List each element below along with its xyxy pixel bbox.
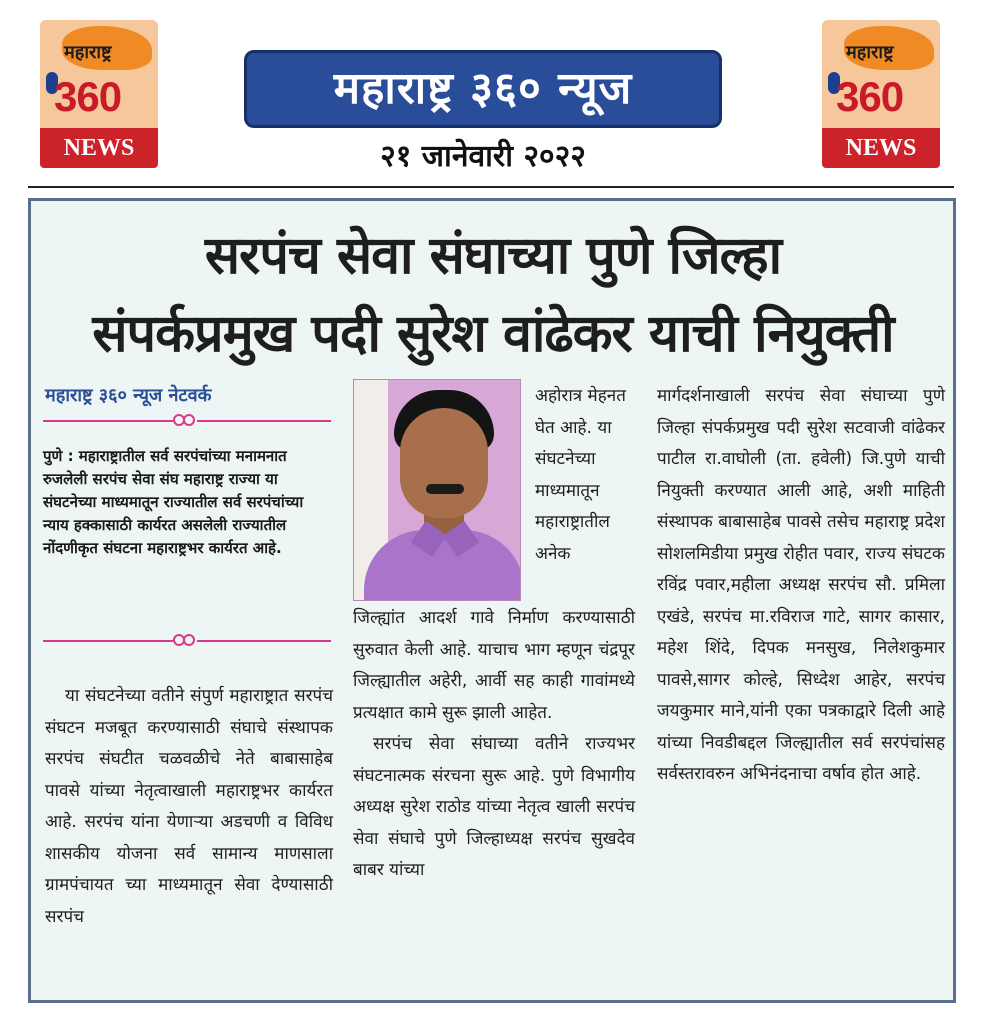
portrait-photo [353, 379, 521, 601]
column-2-paragraph-2: सरपंच सेवा संघाच्या वतीने राज्यभर संघटनात्मक संरचना सुरू आहे. पुणे विभागीय अध्यक्ष सुरेश राठोड यांच्या नेतृत्व खाली सरपंच सेवा संघाचे पुणे जिल्हाध्यक्ष सरपंच सुखदेव बाबर यांच्या [353, 734, 635, 880]
ornament-divider [43, 633, 331, 649]
headline [51, 217, 935, 373]
brand-title: महाराष्ट्र ३६० न्यूज [244, 50, 722, 128]
column-3-paragraph: मार्गदर्शनाखाली सरपंच सेवा संघाच्या पुणे जिल्हा संपर्कप्रमुख पदी सुरेश सटवाजी वांढेकर पाटील रा.वाघोली (ता. हवेली) जि.पुणे याची नियुक्ती करण्यात आली आहे, अशी माहिती संस्थापक बाबासाहेब पावसे तसेच महाराष्ट्र प्रदेश सोशलमिडीया प्रमुख रोहीत पवार, राज्य संघटक रविंद्र पवार,महीला अध्यक्ष सरपंच सौ. प्रमिला एखंडे, सरपंच मा.रविराज गाटे, सागर कासार, महेश शिंदे, दिपक मनसुख, निलेशकुमार पावसे,सागर कोल्हे, सिध्देश आहेर, सरपंच जयकुमार माने,यांनी एका पत्रकाद्वारे दिली आहे यांच्या निवडीबद्दल जिल्ह्यातील सर्व सरपंचांसह सर्वस्तरावरुन अभिनंदनाचा वर्षाव होत आहे. [657, 386, 945, 784]
masthead-divider [28, 186, 954, 188]
byline: महाराष्ट्र ३६० न्यूज नेटवर्क [45, 385, 212, 406]
headline-line-2: संपर्कप्रमुख पदी सुरेश वांढेकर याची नियुक्ती [92, 304, 894, 364]
logo-state-label: महाराष्ट्र [64, 42, 112, 63]
intro-paragraph: पुणे : महाराष्ट्रातील सर्व सरपंचांच्या मनामनात रुजलेली सरपंच सेवा संघ महाराष्ट्र राज्या या संघटनेच्या माध्यमातून राज्यातील सर्व सरपंचांच्या न्याय हक्कासाठी कार्यरत असलेली राज्यातील नोंदणीकृत संघटना महाराष्ट्रभर कार्यरत आहे. [43, 447, 304, 557]
publication-date: २१ जानेवारी २०२२ [380, 139, 586, 174]
article-column-2 [353, 603, 635, 887]
column-2-paragraph-1: जिल्ह्यांत आदर्श गावे निर्माण करण्यासाठी सुरुवात केली आहे. याचाच भाग म्हणून चंद्रपूर जिल्ह्यातील अहेरी, आर्वी सह काही गावांमध्ये प्रत्यक्षात कामे सुरू झाली आहेत. [353, 608, 635, 723]
article-column-2-side: अहोरात्र मेहनत घेत आहे. या संघटनेच्या माध्यमातून महाराष्ट्रातील अनेक [535, 386, 626, 564]
logo-left [40, 20, 158, 168]
logo-number: 360 [836, 73, 904, 120]
column-1-paragraph: या संघटनेच्या वतीने संपुर्ण महाराष्ट्रात सरपंच संघटन मजबूत करण्यासाठी संघाचे संस्थापक सरपंच संघटीत चळवळीचे नेते बाबासाहेब पावसे यांच्या नेतृत्वाखाली महाराष्ट्रभर कार्यरत आहे. सरपंच यांना येणाऱ्या अडचणी व विविध शासकीय योजना सर्व सामान्य माणसाला ग्रामपंचायत च्या माध्यमातून सेवा देण्यासाठी सरपंच [45, 686, 333, 927]
article-frame [28, 198, 956, 1003]
headline-line-1: सरपंच सेवा संघाच्या पुणे जिल्हा [204, 226, 782, 286]
logo-news-label: NEWS [822, 128, 940, 168]
logo-right [822, 20, 940, 168]
article-column-1 [45, 681, 333, 933]
logo-state-label: महाराष्ट्र [846, 42, 894, 63]
logo-news-label: NEWS [40, 128, 158, 168]
ornament-divider [43, 413, 331, 429]
logo-number: 360 [54, 73, 122, 120]
article-column-3 [657, 381, 945, 791]
